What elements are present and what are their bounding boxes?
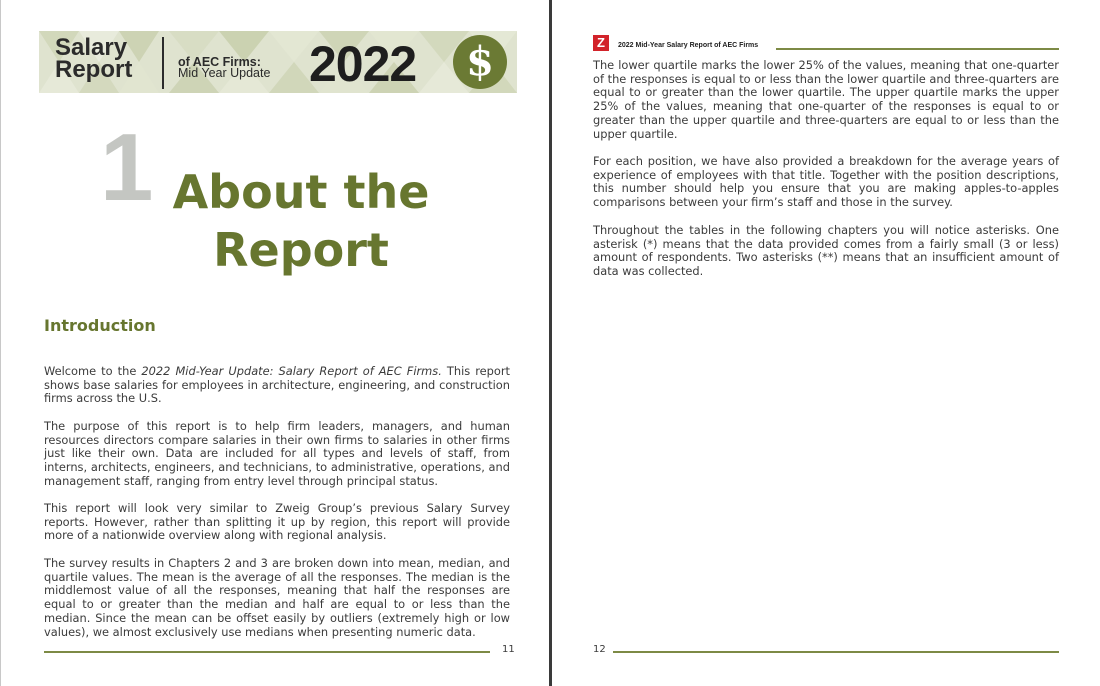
banner-subtitle: [178, 57, 270, 79]
running-header: 2022 Mid-Year Salary Report of AEC Firms: [618, 42, 759, 49]
header-rule: [776, 48, 1059, 50]
banner-title-line1: Salary: [55, 34, 128, 61]
report-title-italic: 2022 Mid-Year Update: Salary Report of AEC Firms.: [141, 364, 442, 378]
banner-subtitle-line1: of AEC Firms:: [178, 55, 261, 69]
footer-rule: [44, 651, 490, 653]
footer-rule: [613, 651, 1059, 653]
chapter-title-line1: About the: [172, 165, 430, 219]
asterisk-paragraph: Throughout the tables in the following chapters you will notice asterisks. One asterisk (*) means that the data provided comes from a fairly small (3 or less) amount of respondents. Two asterisks (**) means that an insufficient amount of data was collected.: [593, 223, 1059, 279]
intro-paragraph-4: The survey results in Chapters 2 and 3 are broken down into mean, median, and quartile values. The mean is the average of all the responses. The median is the middlemost value of all the responses, meaning that half the responses are equal to or greater than the median and half are equal to or less than the median. Since the mean can be offset easily by outliers (extremely high or low values), we almost exclusively use medians when presenting numeric data.: [44, 556, 510, 639]
banner-title: [55, 34, 133, 83]
experience-paragraph: For each position, we have also provided a breakdown for the average years of experience of employees with that title. Together with the position descriptions, this number should help you ensure that you are making apples-to-apples comparisons between your firm’s staff and those in the survey.: [593, 154, 1059, 210]
banner-title-line2: Report: [55, 56, 133, 83]
quartile-paragraph: The lower quartile marks the lower 25% of the values, meaning that one-quarter of the responses is equal to or less than the lower quartile and three-quarters are equal to or greater than the lower quartile. The upper quartile marks the upper 25% of the values, meaning that one-quarter of the responses is equal to or greater than the upper quartile and three-quarters are equal to or less than the upper quartile.: [593, 58, 1059, 141]
page-number: 12: [593, 644, 606, 655]
intro-paragraph-1: [44, 365, 510, 406]
section-heading: Introduction: [44, 316, 156, 335]
banner-divider: [162, 37, 164, 89]
chapter-number: 1: [100, 114, 154, 221]
zweig-logo-icon: Z: [593, 35, 609, 51]
intro-paragraph-2: The purpose of this report is to help firm leaders, managers, and human resources directors compare salaries in their own firms to salaries in other firms just like their own. Data are included for all types and levels of staff, from interns, architects, engineers, and technicians, to administrative, operations, and management staff, ranging from entry level through principal status.: [44, 419, 510, 488]
intro-paragraph-1-end: This report shows base salaries for employees in architecture, engineering, and construction firms across the U.S.: [44, 364, 511, 406]
chapter-title-line2: Report: [213, 223, 389, 277]
intro-paragraph-1-start: Welcome to the: [44, 364, 142, 378]
report-banner: [39, 31, 517, 93]
dollar-icon: $: [453, 35, 507, 89]
page-number: 11: [502, 644, 515, 655]
intro-paragraph-3: This report will look very similar to Zweig Group’s previous Salary Survey reports. However, rather than splitting it up by region, this report will provide more of a nationwide overview along with regional analysis.: [44, 501, 510, 543]
chapter-title: [151, 163, 451, 279]
banner-subtitle-line2: Mid Year Update: [178, 66, 271, 80]
banner-year: 2022: [309, 36, 417, 92]
right-page: [552, 0, 1100, 686]
